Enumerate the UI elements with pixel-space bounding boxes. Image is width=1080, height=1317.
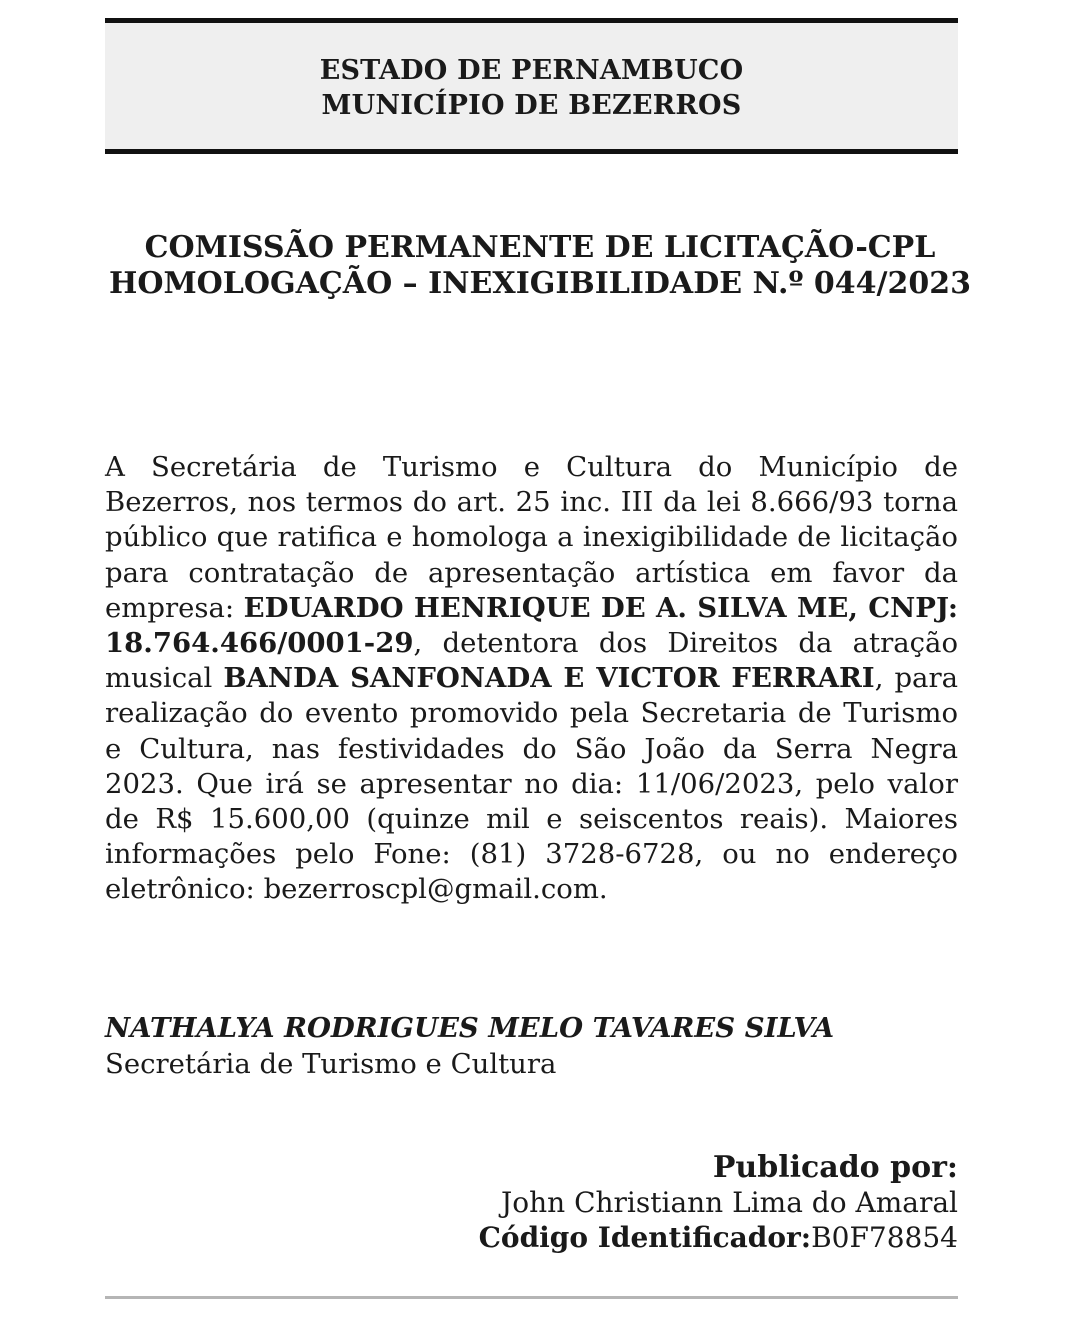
signature-block [105, 1010, 958, 1082]
header-text [105, 53, 958, 123]
title-homologation: HOMOLOGAÇÃO – INEXIGIBILIDADE N.º 044/2023 [108, 266, 971, 301]
bottom-divider [105, 1296, 958, 1299]
identifier-label: Código Identificador: [478, 1221, 812, 1254]
signatory-name: NATHALYA RODRIGUES MELO TAVARES SILVA [105, 1012, 835, 1044]
published-by-label: Publicado por: [712, 1150, 958, 1185]
announcement-body [105, 450, 958, 908]
body-middle: , detentora dos Direitos da atração musical [105, 627, 958, 695]
signatory-role: Secretária de Turismo e Cultura [105, 1048, 557, 1080]
publication-block [105, 1150, 958, 1255]
company-name: EDUARDO HENRIQUE DE A. SILVA ME, CNPJ: 18.764.466/0001-29 [105, 591, 958, 660]
body-details: , para realização do evento promovido pela Secretaria de Turismo e Cultura, nas festividades do São João da Serra Negra 2023. Que irá se apresentar no dia: 11/06/2023, pelo valor de R$ 15.600,00 (quinze mil e seiscentos reais). Maiores informações pelo Fone: (81) 3728-6728, ou no endereço eletrônico: bezerroscpl@gmail.com. [105, 662, 958, 906]
municipality-name: MUNICÍPIO DE BEZERROS [321, 90, 742, 121]
attraction-name: BANDA SANFONADA E VICTOR FERRARI [223, 662, 875, 695]
identifier-line [105, 1220, 958, 1255]
document-title [60, 230, 1020, 302]
state-name: ESTADO DE PERNAMBUCO [319, 55, 744, 86]
title-commission: COMISSÃO PERMANENTE DE LICITAÇÃO-CPL [144, 230, 936, 265]
publisher-name: John Christiann Lima do Amaral [501, 1186, 958, 1219]
identifier-code: B0F78854 [811, 1221, 958, 1254]
document-header [105, 18, 958, 154]
body-intro: A Secretária de Turismo e Cultura do Município de Bezerros, nos termos do art. 25 inc. III da lei 8.666/93 torna público que ratifica e homologa a inexigibilidade de licitação para contratação de apresentação artística em favor da empresa: [105, 451, 958, 624]
